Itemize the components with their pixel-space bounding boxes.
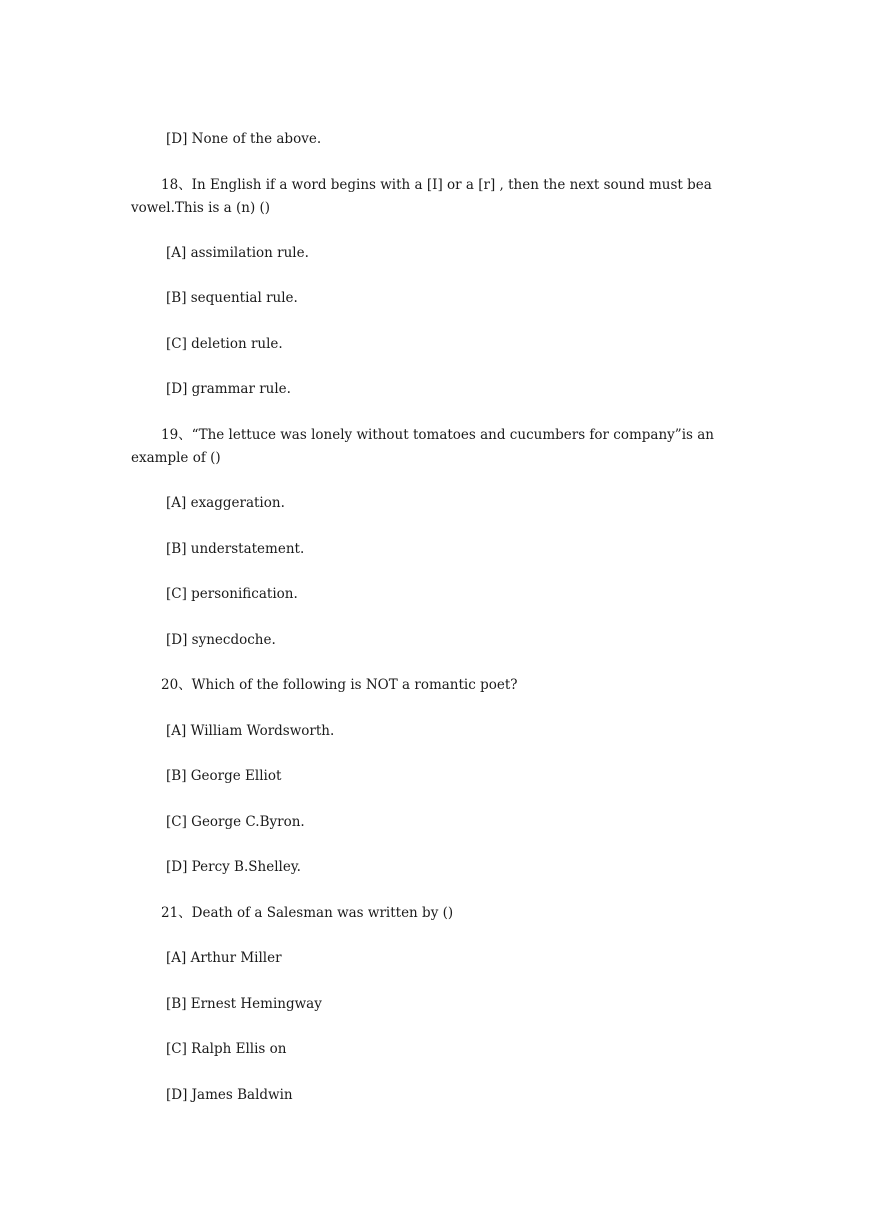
question-19-option-a: [A] exaggeration.: [166, 495, 285, 511]
question-21-option-c: [C] Ralph Ellis on: [166, 1041, 287, 1057]
question-19-option-c: [C] personification.: [166, 586, 298, 602]
question-20-stem: 20、Which of the following is NOT a romantic poet?: [161, 677, 518, 693]
question-20-option-d: [D] Percy B.Shelley.: [166, 859, 301, 875]
question-18-option-c: [C] deletion rule.: [166, 336, 283, 352]
question-21-option-d: [D] James Baldwin: [166, 1087, 293, 1103]
question-21-option-b: [B] Ernest Hemingway: [166, 996, 322, 1012]
question-18-option-d: [D] grammar rule.: [166, 381, 291, 397]
question-18-option-a: [A] assimilation rule.: [166, 245, 309, 261]
question-20-option-a: [A] William Wordsworth.: [166, 723, 335, 739]
question-19-stem: 19、“The lettuce was lonely without tomatoes and cucumbers for company”is an example of (): [131, 427, 714, 466]
question-18-stem: 18、In English if a word begins with a [I] or a [r] , then the next sound must bea vowel.This is a (n) (): [131, 177, 712, 216]
question-19-option-b: [B] understatement.: [166, 541, 305, 557]
question-20-option-c: [C] George C.Byron.: [166, 814, 305, 830]
question-19-option-d: [D] synecdoche.: [166, 632, 276, 648]
question-21-stem: 21、Death of a Salesman was written by (): [161, 905, 454, 921]
option-d-prev: [D] None of the above.: [166, 131, 322, 147]
question-20-option-b: [B] George Elliot: [166, 768, 282, 784]
question-21-option-a: [A] Arthur Miller: [166, 950, 282, 966]
question-18-option-b: [B] sequential rule.: [166, 290, 298, 306]
